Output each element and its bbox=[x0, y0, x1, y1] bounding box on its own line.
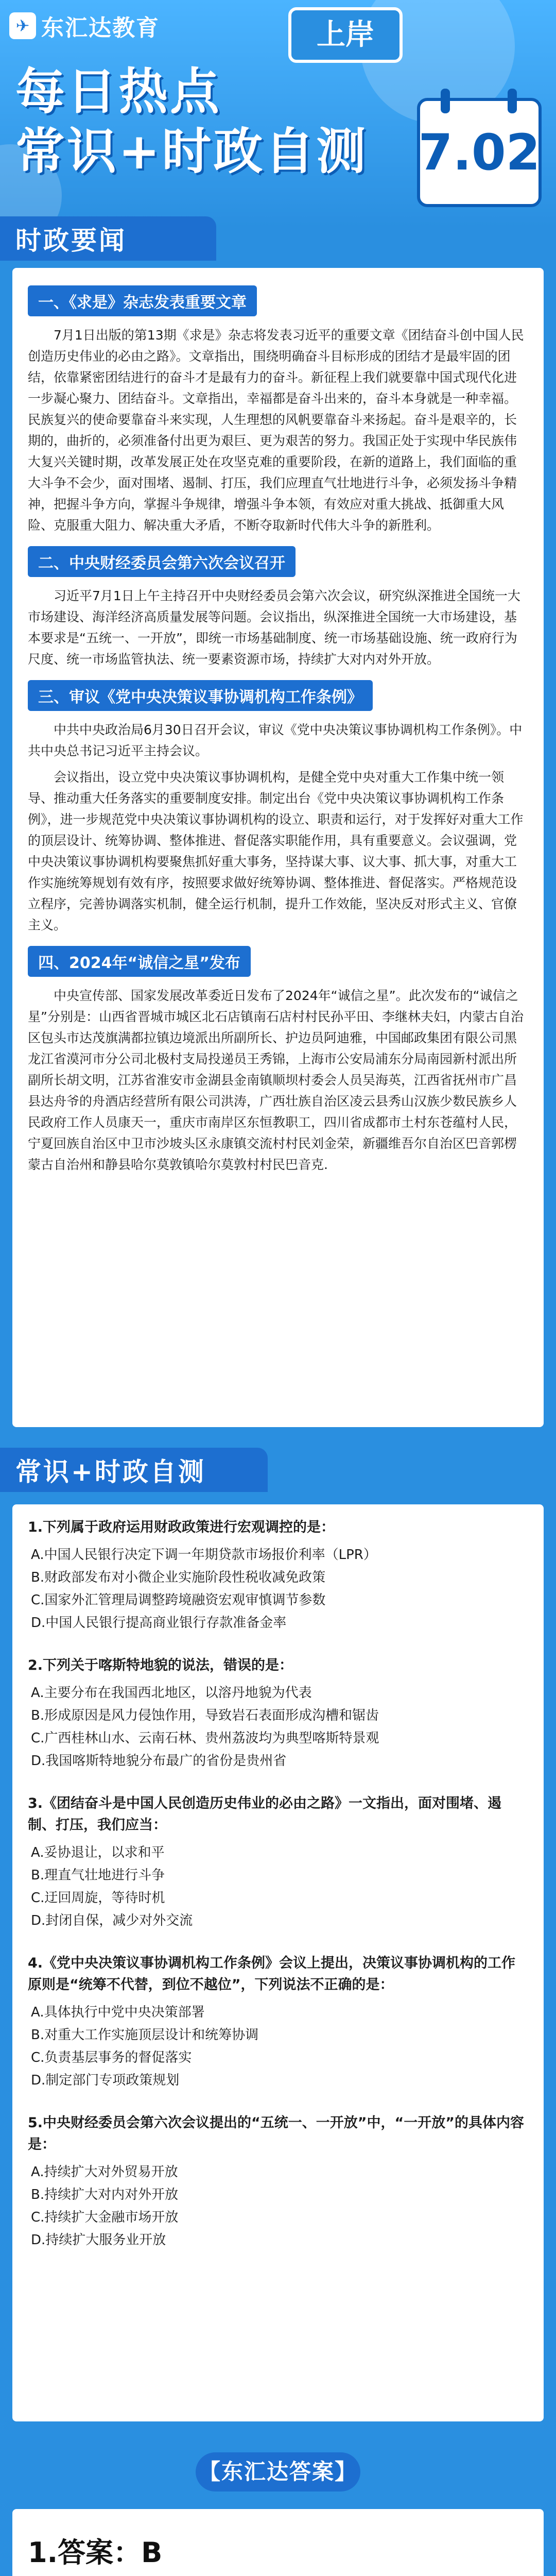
news-paragraph: 中央宣传部、国家发展改革委近日发布了2024年“诚信之星”。此次发布的“诚信之星”分别是：山西省晋城市城区北石店镇南石店村村民孙平田、李继林夫妇，内蒙古自治区包头市达茂旗满都拉镇边境派出所副所长、护边员阿迪雅，中国邮政集团有限公司黑龙江省漠河市分公司北极村支局投递员王秀锦，上海市公安局浦东分局南园新村派出所副所长胡文明，江苏省淮安市金湖县金南镇顺坝村委会人员吴海英，江西省抚州市广昌县达舟爷的舟酒店经营所有限公司洪涛，广西壮族自治区凌云县秀山汉族少数民族乡人民政府工作人员康天一，重庆市南岸区东恒教职工，四川省成都市土村东苍蕴村人民，宁夏回族自治区中卫市沙坡头区永康镇交流村村民刘金荣，新疆维吾尔自治区巴音郭楞蒙古自治州和静县哈尔莫敦镇哈尔莫敦村村民巴音克. bbox=[28, 988, 524, 1172]
option-c[interactable]: C.持续扩大金融市场开放 bbox=[31, 2210, 179, 2225]
answer-title: 1.答案：B bbox=[28, 2536, 163, 2569]
option-d[interactable]: D.封闭自保，减少对外交流 bbox=[31, 1913, 193, 1928]
option-a[interactable]: A.主要分布在我国西北地区，以溶丹地貌为代表 bbox=[31, 1685, 312, 1701]
option-c[interactable]: C.负责基层事务的督促落实 bbox=[31, 2050, 192, 2065]
option-b[interactable]: B.对重大工作实施顶层设计和统筹协调 bbox=[31, 2027, 259, 2043]
shangan-badge: 上岸 bbox=[288, 7, 403, 63]
news-heading: 一、《求是》杂志发表重要文章 bbox=[28, 285, 257, 316]
question-text: 5.中央财经委员会第六次会议提出的“五统一、一开放”中，“一开放”的具体内容是： bbox=[28, 2115, 525, 2153]
option-b[interactable]: B.形成原因是风力侵蚀作用，导致岩石表面形成沟槽和锯齿 bbox=[31, 1708, 379, 1723]
question-block bbox=[28, 2112, 528, 2251]
section-tab-news: 时政要闻 bbox=[0, 216, 216, 261]
option-b[interactable]: B.持续扩大对内对外开放 bbox=[31, 2187, 179, 2202]
question-block bbox=[28, 1953, 528, 2092]
option-a[interactable]: A.持续扩大对外贸易开放 bbox=[31, 2164, 178, 2180]
option-d[interactable]: D.制定部门专项政策规划 bbox=[31, 2073, 180, 2088]
answers-banner: 【东汇达答案】 bbox=[196, 2452, 360, 2492]
option-a[interactable]: A.具体执行中党中央决策部署 bbox=[31, 2005, 205, 2020]
section-tab-quiz: 常识+时政自测 bbox=[0, 1448, 268, 1492]
page-title bbox=[15, 62, 368, 181]
question-block bbox=[28, 1655, 528, 1772]
option-c[interactable]: C.广西桂林山水、云南石林、贵州荔波均为典型喀斯特景观 bbox=[31, 1731, 379, 1746]
news-item bbox=[28, 941, 528, 1175]
option-c[interactable]: C.迂回周旋，等待时机 bbox=[31, 1890, 165, 1906]
option-b[interactable]: B.财政部发布对小微企业实施阶段性税收减免政策 bbox=[31, 1570, 326, 1585]
option-a[interactable]: A.妥协退让，以求和平 bbox=[31, 1845, 165, 1860]
answer-block bbox=[28, 2531, 528, 2576]
news-item bbox=[28, 280, 528, 536]
question-text: 1.下列属于政府运用财政政策进行宏观调控的是： bbox=[28, 1519, 335, 1535]
news-heading: 四、2024年“诚信之星”发布 bbox=[28, 946, 251, 977]
news-heading: 三、审议《党中央决策议事协调机构工作条例》 bbox=[28, 680, 373, 711]
title-line-1: 每日热点 bbox=[15, 63, 221, 121]
option-d[interactable]: D.我国喀斯特地貌分布最广的省份是贵州省 bbox=[31, 1753, 287, 1769]
answers-card bbox=[12, 2509, 544, 2576]
news-paragraph: 会议指出，设立党中央决策议事协调机构，是健全党中央对重大工作集中统一领导、推动重大任务落实的重要制度安排。制定出台《党中央决策议事协调机构工作条例》，进一步规范党中央决策议事协调机构的设立、职责和运行，对于发挥好对重大工作的顶层设计、统筹协调、整体推进、督促落实职能作用，具有重要意义。会议强调，党中央决策议事协调机构要聚焦抓好重大事务，坚持谋大事、议大事、抓大事，对重大工作实施统筹规划有效有序，按照要求做好统筹协调、整体推进、督促落实。严格规范设立程序，完善协调落实机制，健全运行机制，提升工作效能，坚决反对形式主义、官僚主义。 bbox=[28, 770, 524, 933]
brand-logo bbox=[9, 9, 160, 42]
question-block bbox=[28, 1517, 528, 1634]
news-paragraph: 习近平7月1日上午主持召开中央财经委员会第六次会议，研究纵深推进全国统一大市场建设、海洋经济高质量发展等问题。会议指出，纵深推进全国统一大市场建设，基本要求是“五统一、一开放”，即统一市场基础制度、统一市场基础设施、统一政府行为尺度、统一市场监管执法、统一要素资源市场，持续扩大对内对外开放。 bbox=[28, 588, 520, 667]
news-item bbox=[28, 675, 528, 936]
option-d[interactable]: D.持续扩大服务业开放 bbox=[31, 2232, 166, 2248]
news-card bbox=[12, 268, 544, 1427]
question-text: 4.《党中央决策议事协调机构工作条例》会议上提出，决策议事协调机构的工作原则是“统筹不代替，到位不越位”，下列说法不正确的是： bbox=[28, 1955, 516, 1993]
date-badge: 7.02 bbox=[417, 98, 542, 207]
news-heading: 二、中央财经委员会第六次会议召开 bbox=[28, 546, 296, 577]
news-paragraph: 7月1日出版的第13期《求是》杂志将发表习近平的重要文章《团结奋斗创中国人民创造历史伟业的必由之路》。文章指出，围绕明确奋斗目标形成的团结才是最牢固的团结，依靠紧密团结进行的奋斗才是最有力的奋斗。新征程上我们就要靠中国式现代化进一步凝心聚力、团结奋斗。文章指出，幸福都是奋斗出来的，奋斗本身就是一种幸福。民族复兴的使命要靠奋斗来实现，人生理想的风帆要靠奋斗来扬起。奋斗是艰辛的，长期的，曲折的，必须准备付出更为艰巨、更为艰苦的努力。我国正处于实现中华民族伟大复兴关键时期，改革发展正处在攻坚克难的重要阶段，在新的道路上，我们面临的重大斗争不会少，面对围堵、遏制、打压，我们应理直气壮地进行斗争，必须发扬斗争精神，把握斗争方向，掌握斗争规律，增强斗争本领，有效应对重大挑战、抵御重大风险、克服重大阻力、解决重大矛盾，不断夺取新时代伟大斗争的新胜利。 bbox=[28, 328, 524, 533]
question-text: 3.《团结奋斗是中国人民创造历史伟业的必由之路》一文指出，面对围堵、遏制、打压，我们应当： bbox=[28, 1795, 502, 1833]
title-line-2: 常识+时政自测 bbox=[15, 123, 368, 180]
option-d[interactable]: D.中国人民银行提高商业银行存款准备金率 bbox=[31, 1615, 287, 1631]
logo-icon: ✈ bbox=[9, 12, 36, 39]
option-a[interactable]: A.中国人民银行决定下调一年期贷款市场报价利率（LPR） bbox=[31, 1547, 377, 1563]
option-c[interactable]: C.国家外汇管理局调整跨境融资宏观审慎调节参数 bbox=[31, 1592, 326, 1608]
question-block bbox=[28, 1793, 528, 1932]
news-paragraph: 中共中央政治局6月30日召开会议，审议《党中央决策议事协调机构工作条例》。中共中央总书记习近平主持会议。 bbox=[28, 722, 523, 758]
question-text: 2.下列关于喀斯特地貌的说法，错误的是： bbox=[28, 1657, 293, 1673]
news-item bbox=[28, 541, 528, 670]
option-b[interactable]: B.理直气壮地进行斗争 bbox=[31, 1868, 165, 1883]
logo-text: 东汇达教育 bbox=[41, 15, 160, 41]
quiz-card bbox=[12, 1504, 544, 2421]
header-banner bbox=[0, 0, 556, 227]
